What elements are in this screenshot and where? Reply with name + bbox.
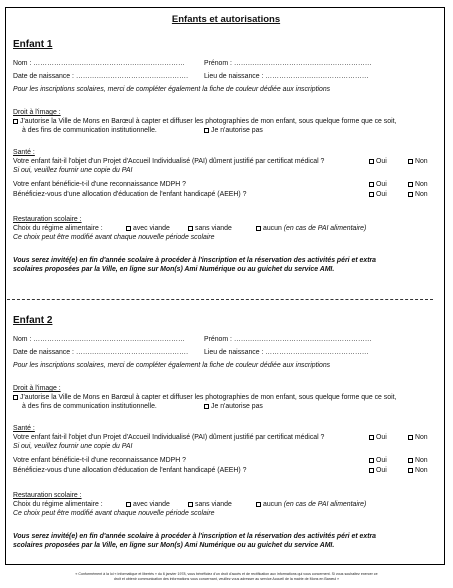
checkbox-icon[interactable] xyxy=(256,502,261,507)
last-name-field[interactable]: Nom : ………………………………………………………… xyxy=(13,336,185,343)
checkbox-icon[interactable] xyxy=(188,502,193,507)
legal-footer-line1: « Conformément à la loi « informatique et libertés » du 6 janvier 1978, vous bénéficiez d'un droit d'accès et de rectification aux informations qui vous concernent. Si vous souhaitez exercer ce xyxy=(75,572,378,576)
child-heading: Enfant 1 xyxy=(13,39,53,50)
image-rights-consent[interactable]: J'autorise la Ville de Mons en Barœul à capter et diffuser les photographies de mon enfant, sous quelque forme que ce soit, xyxy=(13,394,396,402)
checkbox-icon[interactable] xyxy=(126,502,131,507)
checkbox-icon[interactable] xyxy=(408,182,413,187)
health-label: Santé : xyxy=(13,425,35,432)
checkbox-icon[interactable] xyxy=(13,395,18,400)
mdph-no[interactable]: Non xyxy=(408,457,428,465)
checkbox-icon[interactable] xyxy=(369,435,374,440)
diet-choice-label: Choix du régime alimentaire : xyxy=(13,501,103,508)
birth-place-field[interactable]: Lieu de naissance : ……………………………………… xyxy=(204,73,369,80)
diet-with-meat[interactable]: avec viande xyxy=(126,225,170,233)
inscription-note: Pour les inscriptions scolaires, merci de compléter également la fiche de couleur dédiée aux inscriptions xyxy=(13,362,331,369)
aeeh-no[interactable]: Non xyxy=(408,191,428,199)
checkbox-icon[interactable] xyxy=(369,159,374,164)
mdph-yes[interactable]: Oui xyxy=(369,457,387,465)
diet-choice-label: Choix du régime alimentaire : xyxy=(13,225,103,232)
health-label: Santé : xyxy=(13,149,35,156)
mdph-question: Votre enfant bénéficie-t-il d'une reconnaissance MDPH ? xyxy=(13,181,186,188)
checkbox-icon[interactable] xyxy=(369,458,374,463)
image-rights-consent-cont: à des fins de communication institutionnelle. xyxy=(22,127,157,134)
invitation-text: Vous serez invité(e) en fin d'année scolaire à procéder à l'inscription et la réservation des activités péri et extra xyxy=(13,257,377,264)
diet-choice-note: Ce choix peut être modifié avant chaque nouvelle période scolaire xyxy=(13,234,215,241)
image-rights-label: Droit à l'image : xyxy=(13,385,61,392)
checkbox-icon[interactable] xyxy=(369,192,374,197)
checkbox-icon[interactable] xyxy=(188,226,193,231)
first-name-field[interactable]: Prénom : …………………………………………………… xyxy=(204,336,372,343)
image-rights-label: Droit à l'image : xyxy=(13,109,61,116)
last-name-field[interactable]: Nom : ………………………………………………………… xyxy=(13,60,185,67)
invitation-text-cont: scolaires proposées par la Ville, en ligne sur Mon(s) Ami Numérique ou au guichet du service AMI. xyxy=(13,542,335,549)
pai-yes[interactable]: Oui xyxy=(369,434,387,442)
birth-place-field[interactable]: Lieu de naissance : ……………………………………… xyxy=(204,349,369,356)
pai-no[interactable]: Non xyxy=(408,434,428,442)
checkbox-icon[interactable] xyxy=(408,159,413,164)
checkbox-icon[interactable] xyxy=(13,119,18,124)
pai-note: Si oui, veuillez fournir une copie du PAI xyxy=(13,167,133,174)
aeeh-no[interactable]: Non xyxy=(408,467,428,475)
birth-date-field[interactable]: Date de naissance : …………………………………………. xyxy=(13,73,188,80)
checkbox-icon[interactable] xyxy=(204,128,209,133)
pai-yes[interactable]: Oui xyxy=(369,158,387,166)
diet-without-meat[interactable]: sans viande xyxy=(188,225,232,233)
school-meals-label: Restauration scolaire : xyxy=(13,216,82,223)
diet-choice-note: Ce choix peut être modifié avant chaque nouvelle période scolaire xyxy=(13,510,215,517)
birth-date-field[interactable]: Date de naissance : …………………………………………. xyxy=(13,349,188,356)
checkbox-icon[interactable] xyxy=(408,192,413,197)
image-rights-refusal[interactable]: Je n'autorise pas xyxy=(204,127,263,135)
checkbox-icon[interactable] xyxy=(369,468,374,473)
invitation-text: Vous serez invité(e) en fin d'année scolaire à procéder à l'inscription et la réservation des activités péri et extra xyxy=(13,533,377,540)
checkbox-icon[interactable] xyxy=(204,404,209,409)
legal-footer xyxy=(6,572,447,581)
aeeh-yes[interactable]: Oui xyxy=(369,191,387,199)
mdph-yes[interactable]: Oui xyxy=(369,181,387,189)
checkbox-icon[interactable] xyxy=(408,468,413,473)
pai-no[interactable]: Non xyxy=(408,158,428,166)
checkbox-icon[interactable] xyxy=(369,182,374,187)
image-rights-consent-cont: à des fins de communication institutionnelle. xyxy=(22,403,157,410)
diet-none[interactable]: aucun (en cas de PAI alimentaire) xyxy=(256,225,366,233)
image-rights-consent[interactable]: J'autorise la Ville de Mons en Barœul à capter et diffuser les photographies de mon enfant, sous quelque forme que ce soit, xyxy=(13,118,396,126)
image-rights-refusal[interactable]: Je n'autorise pas xyxy=(204,403,263,411)
inscription-note: Pour les inscriptions scolaires, merci de compléter également la fiche de couleur dédiée aux inscriptions xyxy=(13,86,331,93)
legal-footer-line2: droit et obtenir communication des informations vous concernant, veuillez vous adresser au service Accueil de la mairie de Mons en Barœul » xyxy=(113,576,340,581)
child-heading: Enfant 2 xyxy=(13,315,53,326)
school-meals-label: Restauration scolaire : xyxy=(13,492,82,499)
diet-with-meat[interactable]: avec viande xyxy=(126,501,170,509)
pai-question: Votre enfant fait-il l'objet d'un Projet d'Accueil Individualisé (PAI) dûment justifié par certificat médical ? xyxy=(13,158,325,165)
pai-note: Si oui, veuillez fournir une copie du PAI xyxy=(13,443,133,450)
mdph-question: Votre enfant bénéficie-t-il d'une reconnaissance MDPH ? xyxy=(13,457,186,464)
diet-none[interactable]: aucun (en cas de PAI alimentaire) xyxy=(256,501,366,509)
child-2-section xyxy=(0,276,453,576)
aeeh-question: Bénéficiez-vous d'une allocation d'éducation de l'enfant handicapé (AEEH) ? xyxy=(13,191,247,198)
aeeh-question: Bénéficiez-vous d'une allocation d'éducation de l'enfant handicapé (AEEH) ? xyxy=(13,467,247,474)
aeeh-yes[interactable]: Oui xyxy=(369,467,387,475)
first-name-field[interactable]: Prénom : …………………………………………………… xyxy=(204,60,372,67)
checkbox-icon[interactable] xyxy=(256,226,261,231)
checkbox-icon[interactable] xyxy=(408,458,413,463)
mdph-no[interactable]: Non xyxy=(408,181,428,189)
form-title: Enfants et autorisations xyxy=(171,14,281,25)
invitation-text-cont: scolaires proposées par la Ville, en ligne sur Mon(s) Ami Numérique ou au guichet du service AMI. xyxy=(13,266,335,273)
checkbox-icon[interactable] xyxy=(126,226,131,231)
checkbox-icon[interactable] xyxy=(408,435,413,440)
diet-without-meat[interactable]: sans viande xyxy=(188,501,232,509)
pai-question: Votre enfant fait-il l'objet d'un Projet d'Accueil Individualisé (PAI) dûment justifié par certificat médical ? xyxy=(13,434,325,441)
